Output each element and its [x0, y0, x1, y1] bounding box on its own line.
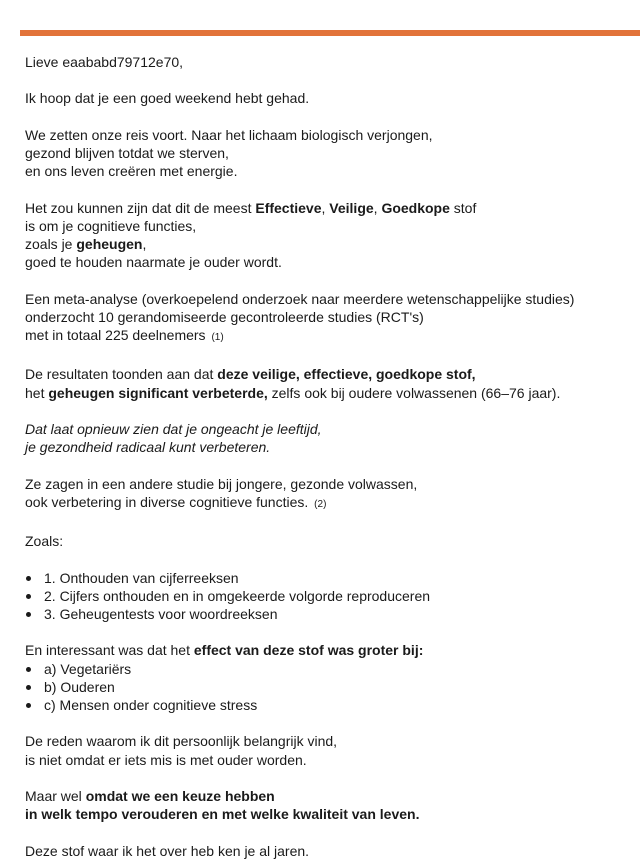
paragraph-journey: We zetten onze reis voort. Naar het lichaam biologisch verjongen, gezond blijven totdat we sterven, en ons leven creëren met energie. [25, 126, 433, 180]
paragraph-results: De resultaten toonden aan dat deze veilige, effectieve, goedkope stof, het geheugen significant verbeterde, zelfs ook bij oudere volwassenen (66–76 jaar). [25, 366, 561, 401]
paragraph-effect-greater: En interessant was dat het effect van deze stof was groter bij: [25, 642, 424, 659]
reference-2: (2) [314, 498, 327, 510]
paragraph-meta-analysis: Een meta-analyse (overkoepelend onderzoek naar meerdere wetenschappelijke studies) onderzocht 10 gerandomiseerde gecontroleerde studies (RCT's) met in totaal 225 deelnemers (1) [25, 290, 575, 343]
greeting: Lieve eaababd79712e70, [25, 54, 184, 70]
paragraph-known-substance: Deze stof waar ik het over heb ken je al jaren. [25, 842, 310, 859]
email-body [25, 53, 625, 860]
paragraph-such-as: Zoals: [25, 533, 64, 550]
header-accent-bar [20, 30, 640, 36]
paragraph-choice: Maar wel omdat we een keuze hebben in welk tempo verouderen en met welke kwaliteit van leven. [25, 787, 420, 823]
paragraph-reason: De reden waarom ik dit persoonlijk belangrijk vind, is niet omdat er iets mis is met ouder worden. [25, 733, 338, 768]
list-item: 1. Onthouden van cijferreeksen [25, 569, 625, 587]
reference-1: (1) [211, 331, 224, 343]
list-item: a) Vegetariërs [25, 660, 625, 678]
list-item: 2. Cijfers onthouden en in omgekeerde volgorde reproduceren [25, 587, 625, 605]
list-item: b) Ouderen [25, 678, 625, 696]
list-item: 3. Geheugentests voor woordreeksen [25, 605, 625, 623]
paragraph-other-study: Ze zagen in een andere studie bij jongere, gezonde volwassen, ook verbetering in diverse cognitieve functies. (2) [25, 475, 418, 510]
paragraph-italic-note: Dat laat opnieuw zien dat je ongeacht je leeftijd, je gezondheid radicaal kunt verbeteren. [25, 420, 322, 456]
groups-list [25, 660, 625, 715]
paragraph-substance: Het zou kunnen zijn dat dit de meest Effectieve, Veilige, Goedkope stof is om je cognitieve functies, zoals je geheugen, goed te houden naarmate je ouder wordt. [25, 199, 477, 271]
cognitive-functions-list [25, 569, 625, 624]
list-item: c) Mensen onder cognitieve stress [25, 696, 625, 714]
paragraph-weekend: Ik hoop dat je een goed weekend hebt gehad. [25, 90, 310, 107]
